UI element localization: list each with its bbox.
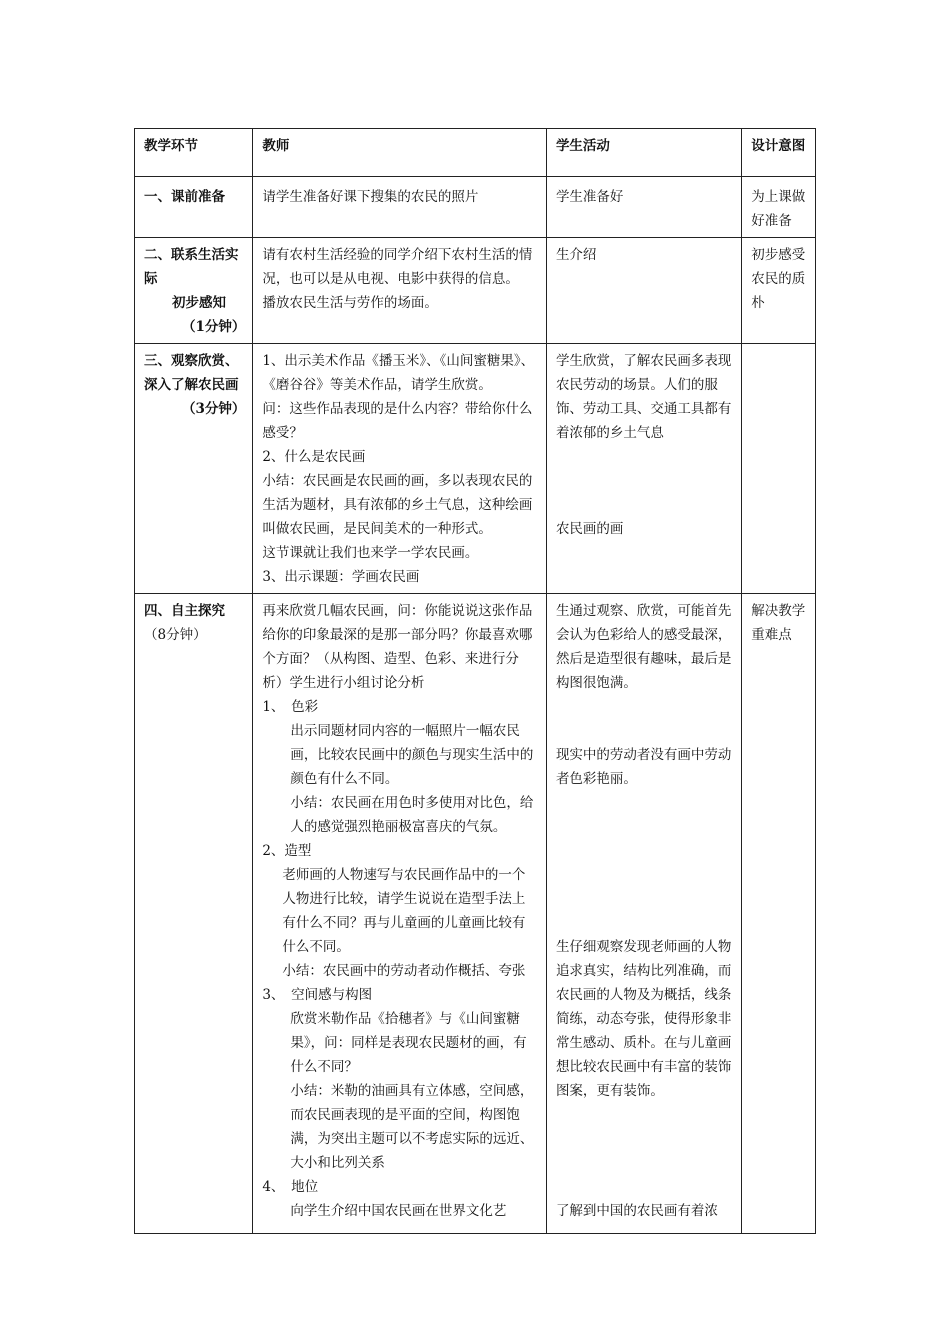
item-summary: 小结：米勒的油画具有立体感，空间感，而农民画表现的是平面的空间，构图饱满，为突出主题可以不考虑实际的远近、大小和比列关系 <box>290 1083 534 1171</box>
table-row-pre-class <box>135 177 816 238</box>
stage-line: 四、自主探究 <box>144 603 225 619</box>
teacher-line: 2、什么是农民画 <box>262 449 366 465</box>
student-line: 学生欣赏，了解农民画多表现农民劳动的场景。人们的服饰、劳动工具、交通工具都有着浓郁的乡土气息 <box>555 353 732 441</box>
stage-duration: （8分钟） <box>144 627 207 643</box>
stage-line: 初步感知 <box>172 295 226 311</box>
stage-duration: （1分钟） <box>182 319 246 335</box>
item-title-status: 4、 地位 <box>262 1179 319 1195</box>
intent-cell: 为上课做好准备 <box>742 177 816 238</box>
stage-duration: （3分钟） <box>182 401 246 417</box>
teacher-line: 3、出示课题：学画农民画 <box>262 569 420 585</box>
header-teacher: 教师 <box>253 129 547 177</box>
teacher-cell: 请学生准备好课下搜集的农民的照片 <box>253 177 547 238</box>
header-stage: 教学环节 <box>135 129 253 177</box>
student-cell <box>546 344 741 594</box>
stage-cell <box>135 344 253 594</box>
teacher-cell <box>253 594 547 1234</box>
table-row-explore <box>135 594 816 1234</box>
header-intent: 设计意图 <box>742 129 816 177</box>
item-title-color: 1、 色彩 <box>262 699 319 715</box>
student-cell: 生介绍 <box>546 238 741 344</box>
student-line: 生通过观察、欣赏，可能首先会认为色彩给人的感受最深，然后是造型很有趣味，最后是构图很饱满。 <box>555 603 732 691</box>
lesson-plan-table <box>134 128 816 1234</box>
teacher-line: 小结：农民画是农民画的画，多以表现农民的生活为题材，具有浓郁的乡土气息，这种绘画叫做农民画，是民间美术的一种形式。 <box>262 473 533 537</box>
header-student: 学生活动 <box>546 129 741 177</box>
item-summary: 小结：农民画中的劳动者动作概括、夸张 <box>282 963 526 979</box>
stage-cell: 一、课前准备 <box>135 177 253 238</box>
student-cell: 学生准备好 <box>546 177 741 238</box>
intent-cell: 解决教学重难点 <box>742 594 816 1234</box>
student-line: 农民画的画 <box>555 521 624 537</box>
item-title-shape: 2、造型 <box>262 843 312 859</box>
item-title-space: 3、 空间感与构图 <box>262 987 373 1003</box>
stage-cell <box>135 238 253 344</box>
stage-line: 三、观察欣赏、深入了解农民画 <box>144 353 239 393</box>
teacher-line: 1、出示美术作品《播玉米》、《山间蜜糖果》、《磨谷谷》等美术作品，请学生欣赏。 <box>262 353 535 393</box>
teacher-cell <box>253 238 547 344</box>
teacher-cell <box>253 344 547 594</box>
intent-cell: 初步感受农民的质朴 <box>742 238 816 344</box>
table-header-row <box>135 129 816 177</box>
student-cell <box>546 594 741 1234</box>
stage-line: 二、联系生活实际 <box>144 247 239 287</box>
teacher-line: 问：这些作品表现的是什么内容？带给你什么感受？ <box>262 401 533 441</box>
item-body: 出示同题材同内容的一幅照片一幅农民画，比较农民画中的颜色与现实生活中的颜色有什么不同。 <box>290 723 534 787</box>
stage-cell <box>135 594 253 1234</box>
student-line: 生仔细观察发现老师画的人物追求真实，结构比列准确，而农民画的人物及为概括，线条简练，动态夸张，使得形象非常生感动、质朴。在与儿童画想比较农民画中有丰富的装饰图案，更有装饰。 <box>555 939 732 1099</box>
teacher-line: 播放农民生活与劳作的场面。 <box>262 295 438 311</box>
student-line: 现实中的劳动者没有画中劳动者色彩艳丽。 <box>555 747 732 787</box>
item-summary: 小结：农民画在用色时多使用对比色，给人的感觉强烈艳丽极富喜庆的气氛。 <box>290 795 534 835</box>
teacher-line: 请有农村生活经验的同学介绍下农村生活的情况，也可以是从电视、电影中获得的信息。 <box>262 247 533 287</box>
item-body: 欣赏米勒作品《拾穗者》与《山间蜜糖果》，问：同样是表现农民题材的画，有什么不同？ <box>290 1011 527 1075</box>
teacher-intro: 再来欣赏几幅农民画，问：你能说说这张作品给你的印象最深的是那一部分吗？你最喜欢哪个方面？（从构图、造型、色彩、来进行分析）学生进行小组讨论分析 <box>262 603 533 691</box>
table-row-life-connection <box>135 238 816 344</box>
table-row-observe <box>135 344 816 594</box>
intent-cell <box>742 344 816 594</box>
teacher-line: 这节课就让我们也来学一学农民画。 <box>262 545 479 561</box>
item-body: 老师画的人物速写与农民画作品中的一个人物进行比较，请学生说说在造型手法上有什么不同？再与儿童画的儿童画比较有什么不同。 <box>282 867 526 955</box>
student-line: 了解到中国的农民画有着浓 <box>555 1203 718 1219</box>
item-body: 向学生介绍中国农民画在世界文化艺 <box>290 1203 507 1219</box>
